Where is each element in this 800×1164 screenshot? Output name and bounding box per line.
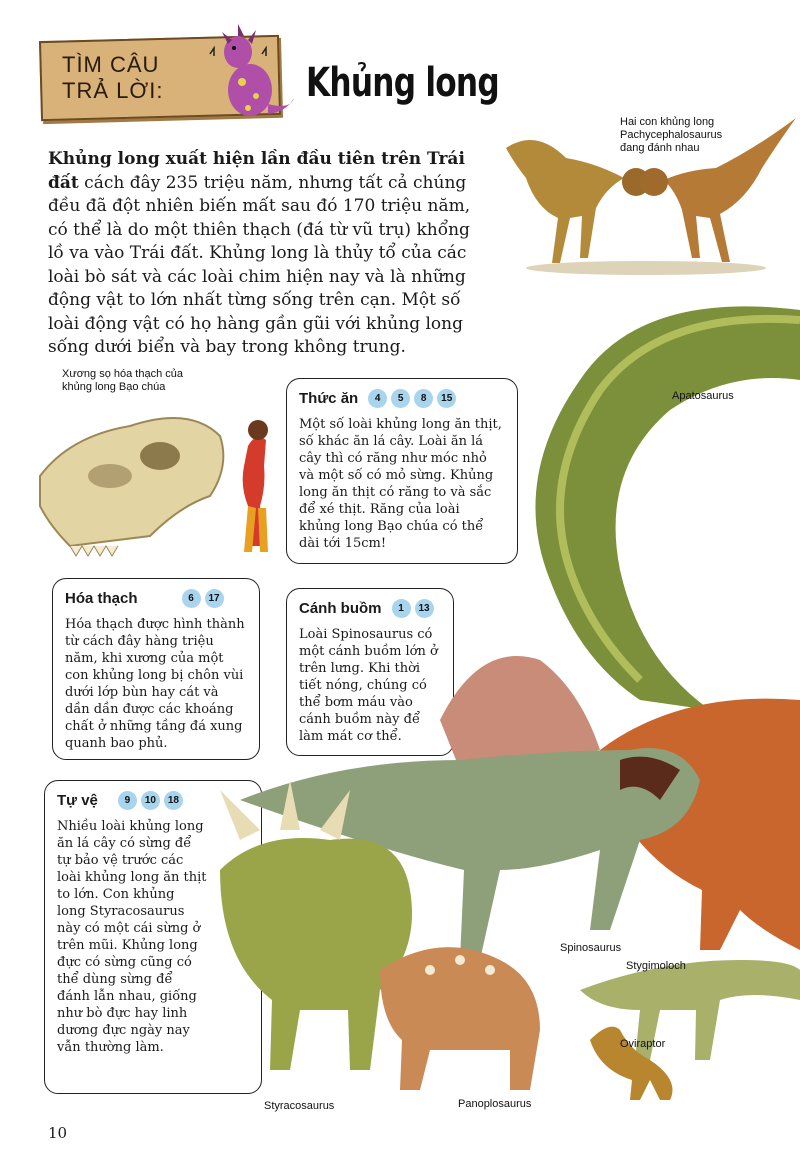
food-box-header bbox=[299, 389, 505, 408]
page-ref-badge: 6 bbox=[182, 589, 201, 608]
stygimoloch-caption: Stygimoloch bbox=[626, 960, 686, 972]
page-ref-badge: 13 bbox=[415, 599, 434, 618]
food-box-text: Một số loài khủng long ăn thịt, số khác ăn lá cây. Loài ăn lá cây thì có răng như móc nhỏ và một số có mỏ sừng. Khủng long ăn thịt có răng to và sắc để xé thịt. Răng của loài khủng long Bạo chúa có thể dài tới 15cm! bbox=[299, 417, 502, 551]
pachy-caption-line-1: Hai con khủng long bbox=[620, 116, 715, 128]
sail-box-title: Cánh buồm bbox=[299, 600, 382, 617]
dinosaur-mascot-icon bbox=[198, 24, 298, 124]
defense-box-title: Tự vệ bbox=[57, 792, 98, 809]
pachy-caption-line-3: đang đánh nhau bbox=[620, 142, 700, 154]
page-ref-badge: 1 bbox=[392, 599, 411, 618]
skull-caption-line-1: Xương sọ hóa thạch của bbox=[62, 368, 183, 380]
food-box bbox=[286, 378, 518, 564]
banner-line-2: TRẢ LỜI: bbox=[62, 78, 164, 103]
pachycephalosaurus-illustration bbox=[496, 108, 800, 278]
food-box-title: Thức ăn bbox=[299, 390, 359, 407]
page-ref-badge: 18 bbox=[164, 791, 183, 810]
page-ref-badge: 4 bbox=[368, 389, 387, 408]
page-ref-badge: 15 bbox=[437, 389, 456, 408]
dinosaur-group-illustration bbox=[180, 630, 800, 1130]
intro-lead: Khủng long xuất hiện lần đầu tiên trên Trái đất bbox=[48, 149, 465, 193]
intro-body: cách đây 235 triệu năm, nhưng tất cả chúng đều đã đột nhiên biến mất sau đó 170 triệu năm, có thể là do một thiên thạch (đá từ vũ trụ) khổng lồ va vào Trái đất. Khủng long là thủy tổ của các loài bò sát và các loài chim hiện nay và là những động vật to lớn nhất từng sống trên cạn. Một số loài động vật có họ hàng gần gũi với khủng long sống dưới biển và bay trong không trung. bbox=[48, 172, 471, 357]
t-rex-skull-illustration bbox=[30, 396, 270, 566]
banner-line-1: TÌM CÂU bbox=[62, 52, 160, 77]
sail-box-text: Loài Spinosaurus có một cánh buồm lớn ở trên lưng. Khi thời tiết nóng, chúng có thể bơm máu vào cánh buồm này để làm mát cơ thể. bbox=[299, 627, 438, 744]
styracosaurus-caption: Styracosaurus bbox=[264, 1100, 335, 1112]
fossil-box-text: Hóa thạch được hình thành từ cách đây hàng triệu năm, khi xương của một con khủng long bị chôn vùi dưới lớp bùn hay cát và dần dần được các khoáng chất ở những tầng đá xung quanh bao phủ. bbox=[65, 617, 245, 751]
intro-paragraph bbox=[48, 148, 488, 360]
fossil-box-header bbox=[65, 589, 247, 608]
defense-box-text: Nhiều loài khủng long ăn lá cây có sừng để tự bảo vệ trước các loài khủng long ăn thịt to lớn. Con khủng long Styracosaurus này có một cái sừng ở trên mũi. Khủng long đực có sừng cũng có thể dùng sừng để đánh lẫn nhau, giống như bò đực hay linh dương đực ngày nay vẫn thường làm. bbox=[57, 819, 207, 1055]
banner-label bbox=[62, 52, 163, 104]
page-ref-badge: 9 bbox=[118, 791, 137, 810]
oviraptor-caption: Oviraptor bbox=[620, 1038, 666, 1050]
page-ref-badge: 5 bbox=[391, 389, 410, 408]
page-number: 10 bbox=[48, 1124, 68, 1142]
skull-caption-line-2: khủng long Bạo chúa bbox=[62, 381, 166, 393]
spinosaurus-caption: Spinosaurus bbox=[560, 942, 622, 954]
sail-box-header bbox=[299, 599, 441, 618]
apatosaurus-caption: Apatosaurus bbox=[672, 390, 734, 402]
page-title: Khủng long bbox=[306, 60, 499, 106]
page-ref-badge: 8 bbox=[414, 389, 433, 408]
skull-caption bbox=[62, 368, 183, 394]
pachy-caption-line-2: Pachycephalosaurus bbox=[620, 129, 723, 141]
page-ref-badge: 10 bbox=[141, 791, 160, 810]
fossil-box-title: Hóa thạch bbox=[65, 590, 138, 607]
panoplosaurus-caption: Panoplosaurus bbox=[458, 1098, 532, 1110]
page-ref-badge: 17 bbox=[205, 589, 224, 608]
